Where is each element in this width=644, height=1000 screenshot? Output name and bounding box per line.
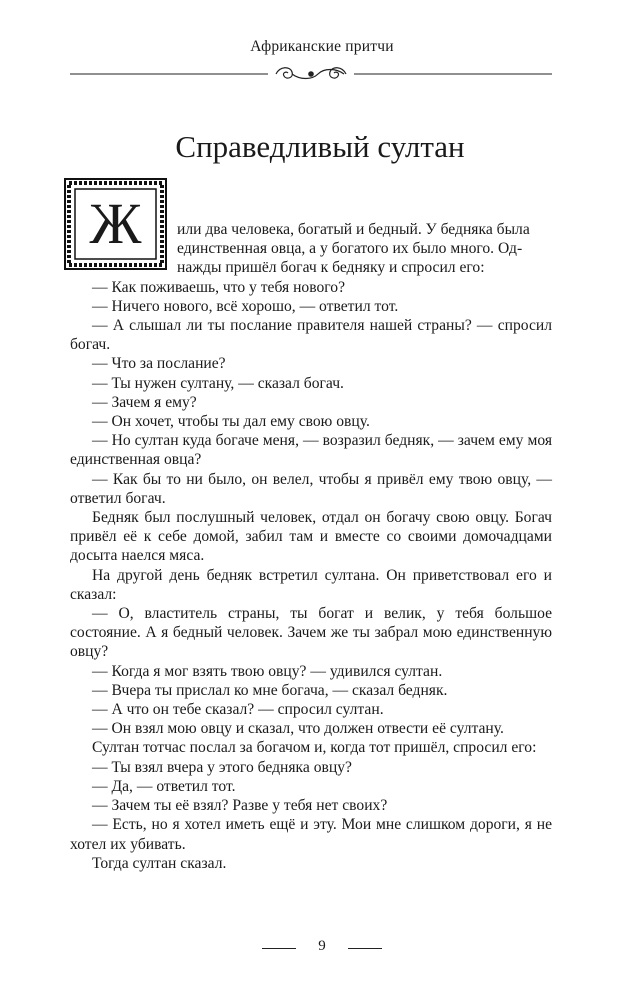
paragraph: Бедняк был послушный человек, отдал он богачу свою овцу. Богач привёл её к себе домой, забил там и вместе со своими домочадцами досыта наелся мяса. — [70, 509, 552, 565]
paragraph: или два человека, богатый и бедный. У бедняка была — [177, 221, 530, 238]
paragraph: — Но султан куда богаче меня, — возразил бедняк, — зачем ему моя единственная овца? — [70, 432, 552, 469]
story-title: Справедливый султан — [175, 129, 465, 164]
paragraph: нажды пришёл богач к бедняку и спросил его: — [177, 259, 485, 277]
paragraph: — Что за послание? — [92, 355, 226, 373]
page-number: 9 — [318, 938, 326, 954]
paragraph: На другой день бедняк встретил султана. Он приветствовал его и сказал: — [70, 566, 552, 603]
paragraph: — Ты нужен султану, — сказал богач. — [92, 374, 344, 392]
paragraph: — А что он тебе сказал? — спросил султан. — [92, 701, 384, 719]
paragraph: — Ты взял вчера у этого бедняка овцу? — [92, 758, 352, 776]
paragraph: — Когда я мог взять твою овцу? — удивился султан. — [92, 662, 443, 680]
paragraph: — Вчера ты прислал ко мне богача, — сказал бедняк. — [92, 681, 448, 699]
flourish-icon — [276, 68, 346, 79]
paragraph: единственная овца, а у богатого их было много. Од- — [177, 240, 523, 258]
paragraph: — Он взял мою овцу и сказал, что должен отвести её султану. — [92, 720, 504, 738]
paragraph: — Как поживаешь, что у тебя нового? — [92, 278, 345, 296]
paragraph: — Как бы то ни было, он велел, чтобы я привёл ему твою овцу, — ответил богач. — [70, 470, 552, 507]
paragraph: — О, властитель страны, ты богат и велик, у тебя большое состояние. А я бедный человек. Зачем же ты забрал мою единственную овцу? — [70, 605, 552, 661]
footer-rule-right — [348, 948, 382, 949]
paragraph: Султан тотчас послал за богачом и, когда тот пришёл, спросил его: — [92, 739, 537, 757]
paragraph: — Ничего нового, всё хорошо, — ответил тот. — [92, 297, 399, 315]
paragraph: — Зачем ты её взял? Разве у тебя нет своих? — [92, 797, 388, 815]
paragraph: — А слышал ли ты послание правителя нашей страны? — спросил богач. — [70, 317, 552, 354]
running-head: Африканские притчи — [250, 38, 394, 55]
story-body — [70, 220, 552, 873]
paragraph: — Зачем я ему? — [92, 393, 197, 411]
paragraph: Тогда султан сказал. — [92, 854, 227, 872]
paragraph: — Да, — ответил тот. — [92, 777, 236, 795]
paragraph: — Есть, но я хотел иметь ещё и эту. Мои мне слишком дороги, я не хотел их убивать. — [70, 816, 552, 853]
drop-cap-letter: Ж — [89, 191, 142, 256]
page-footer — [0, 936, 644, 960]
paragraph: — Он хочет, чтобы ты дал ему свою овцу. — [92, 413, 370, 431]
ornament-rule — [70, 62, 552, 86]
